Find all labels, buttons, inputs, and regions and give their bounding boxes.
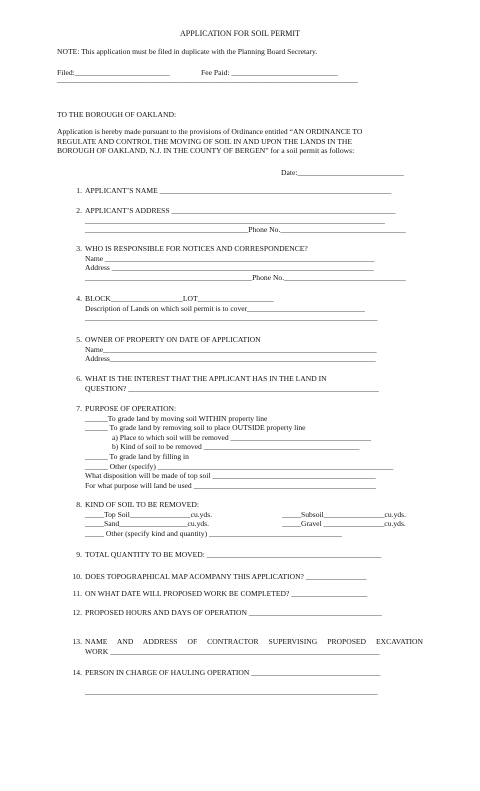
item-number: 14. xyxy=(72,668,82,677)
question-text: NAME AND ADDRESS OF CONTRACTOR SUPERVISING PROPOSED EXCAVATION xyxy=(85,637,423,646)
question-text: WHO IS RESPONSIBLE FOR NOTICES AND CORRESPONDENCE? xyxy=(85,244,308,253)
hours-of-operation-field[interactable] xyxy=(85,608,382,618)
field-line[interactable]: APPLICANT’S NAME _____________________________________________________________ xyxy=(85,186,392,195)
item-number: 2. xyxy=(76,206,82,215)
completion-date-field[interactable] xyxy=(85,589,367,599)
question-text: OWNER OF PROPERTY ON DATE OF APPLICATION xyxy=(85,335,261,344)
topographical-map-field[interactable] xyxy=(85,572,367,582)
fee-paid-field[interactable]: Fee Paid: ____________________________ xyxy=(201,68,338,77)
question-text: KIND OF SOIL TO BE REMOVED: xyxy=(85,500,199,509)
intro-line: REGULATE AND CONTROL THE MOVING OF SOIL IN AND UPON THE LANDS IN THE xyxy=(57,136,352,146)
field-line[interactable]: Address _____________________________________________________________________ xyxy=(85,263,374,273)
field-line[interactable]: _____Gravel ________________cu.yds. xyxy=(282,519,406,529)
option-line[interactable]: ______ To grade land by removing soil to place OUTSIDE property line xyxy=(85,423,306,433)
item-number: 3. xyxy=(76,244,82,253)
item-number: 10. xyxy=(72,572,82,581)
field-line[interactable]: Name _______________________________________________________________________ xyxy=(85,253,375,263)
field-line[interactable]: _____________________________________________________________________________ xyxy=(85,686,378,696)
field-line[interactable]: For what purpose will land be used ________________________________________________ xyxy=(85,480,376,490)
field-line[interactable]: BLOCK___________________LOT____________________ xyxy=(85,294,274,303)
purpose-of-operation-field[interactable] xyxy=(85,404,393,490)
field-line[interactable]: APPLICANT’S ADDRESS ___________________________________________________________ xyxy=(85,206,396,215)
field-line[interactable]: _____Subsoil________________cu.yds. xyxy=(282,509,407,519)
contractor-field[interactable] xyxy=(85,637,423,656)
intro-line: BOROUGH OF OAKLAND, N.J. IN THE COUNTY OF BERGEN” for a soil permit as follows: xyxy=(57,146,355,156)
intro-line: Application is hereby made pursuant to the provisions of Ordinance entitled “AN ORDINANCE TO xyxy=(57,127,363,136)
addressee: TO THE BOROUGH OF OAKLAND: xyxy=(57,110,177,119)
field-line[interactable]: _____Sand__________________cu.yds. xyxy=(85,519,210,529)
field-line[interactable]: Description of Lands on which soil permit is to cover_______________________________ xyxy=(85,303,365,313)
question-text: PURPOSE OF OPERATION: xyxy=(85,404,177,413)
item-number: 9. xyxy=(76,550,82,559)
item-number: 11. xyxy=(72,589,82,598)
option-line[interactable]: b) Kind of soil to be removed _________________________________________ xyxy=(112,442,360,452)
separator-rule: ______________________________________________________________________________________________ xyxy=(57,77,358,84)
total-quantity-field[interactable] xyxy=(85,550,381,560)
kind-of-soil-right-column[interactable] xyxy=(282,510,406,529)
field-line[interactable]: _____________________________________________________________________________ xyxy=(85,313,378,323)
option-line[interactable]: ______To grade land by moving soil WITHIN property line xyxy=(85,413,268,423)
item-number: 5. xyxy=(76,335,82,344)
field-line[interactable]: What disposition will be made of top soil ___________________________________________ xyxy=(85,471,376,481)
item-number: 7. xyxy=(76,404,82,413)
filing-note: NOTE: This application must be filed in duplicate with the Planning Board Secretary. xyxy=(57,47,318,56)
option-line[interactable]: a) Place to which soil will be removed _____________________________________ xyxy=(112,432,371,442)
page-title: APPLICATION FOR SOIL PERMIT xyxy=(180,29,300,38)
field-line[interactable]: PROPOSED HOURS AND DAYS OF OPERATION ___________________________________ xyxy=(85,608,382,617)
field-line[interactable]: PERSON IN CHARGE OF HAULING OPERATION __________________________________ xyxy=(85,668,381,677)
field-line[interactable]: ____________________________________________Phone No.________________________________ xyxy=(85,272,406,282)
date-field[interactable]: Date:____________________________ xyxy=(281,168,404,177)
applicant-interest-field[interactable] xyxy=(85,374,379,393)
option-line[interactable]: ______ To grade land by filling in xyxy=(85,451,189,461)
field-line[interactable]: QUESTION? __________________________________________________________________ xyxy=(85,383,379,393)
field-line[interactable]: ON WHAT DATE WILL PROPOSED WORK BE COMPLETED? ____________________ xyxy=(85,589,368,598)
field-line[interactable]: _____ Other (specify kind and quantity) ___________________________________ xyxy=(85,528,342,538)
item-number: 12. xyxy=(72,608,82,617)
item-number: 1. xyxy=(76,186,82,195)
option-line[interactable]: ______ Other (specify) ______________________________________________________________ xyxy=(85,461,394,471)
applicant-address-field[interactable] xyxy=(85,206,406,235)
filed-field[interactable]: Filed:_________________________ xyxy=(57,68,170,77)
item-number: 4. xyxy=(76,294,82,303)
item-number: 6. xyxy=(76,374,82,383)
field-line[interactable]: _______________________________________________________________________________ xyxy=(85,215,385,225)
block-lot-field[interactable] xyxy=(85,294,377,323)
hauling-operation-field[interactable] xyxy=(85,668,380,696)
owner-field[interactable] xyxy=(85,335,377,364)
applicant-name-field[interactable] xyxy=(85,186,391,196)
field-line[interactable]: Address______________________________________________________________________ xyxy=(85,354,376,364)
item-number: 8. xyxy=(76,500,82,509)
field-line[interactable]: WORK _______________________________________________________________________ xyxy=(85,646,380,656)
intro-paragraph xyxy=(57,127,429,156)
field-line[interactable]: ___________________________________________Phone No._________________________________ xyxy=(85,225,406,235)
field-line[interactable]: _____Top Soil________________cu.yds. xyxy=(85,509,213,519)
question-text: WHAT IS THE INTEREST THAT THE APPLICANT HAS IN THE LAND IN xyxy=(85,374,327,383)
field-line[interactable]: Name________________________________________________________________________ xyxy=(85,344,377,354)
field-line[interactable]: DOES TOPOGRAPHICAL MAP ACOMPANY THIS APPLICATION? ________________ xyxy=(85,572,367,581)
field-line[interactable]: TOTAL QUANTITY TO BE MOVED: ______________________________________________ xyxy=(85,550,382,559)
item-number: 13. xyxy=(72,637,82,646)
correspondence-contact-field[interactable] xyxy=(85,244,406,282)
